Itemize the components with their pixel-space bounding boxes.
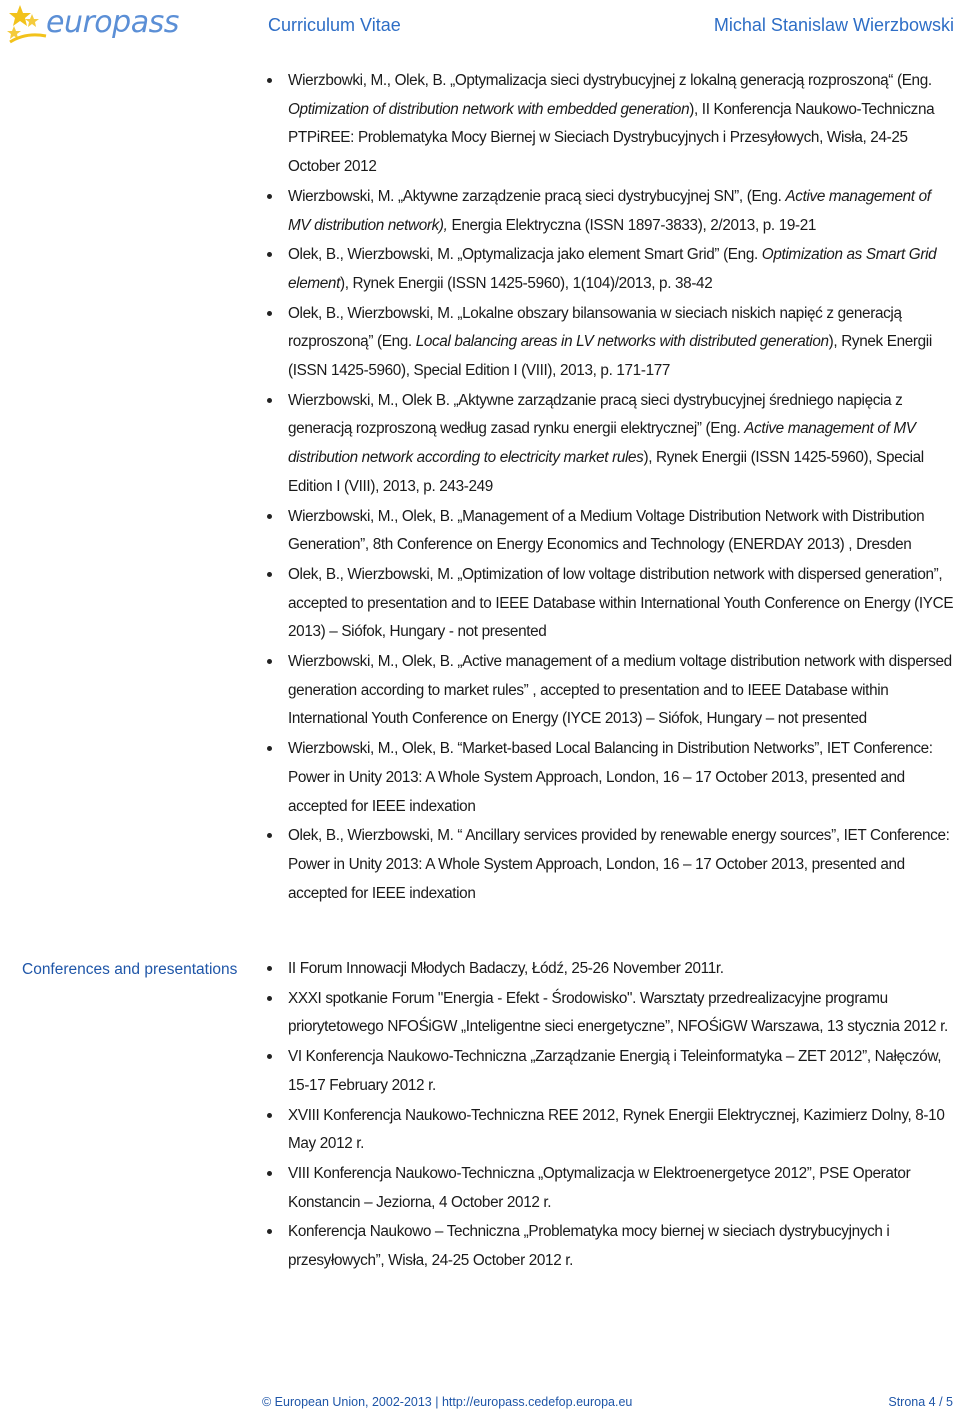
conference-item: XVIII Konferencja Naukowo-Techniczna REE 2012, Rynek Energii Elektrycznej, Kazimierz Dolny, 8-10 May 2012 r. bbox=[288, 1102, 956, 1159]
publication-item bbox=[288, 503, 956, 560]
publication-item bbox=[288, 67, 956, 182]
publication-title-en: Optimization of distribution network with embedded generation bbox=[288, 100, 690, 118]
footer-page-number: Strona 4 / 5 bbox=[888, 1395, 953, 1409]
publication-item bbox=[288, 561, 956, 647]
publication-title-en: Active management of MV distribution network), bbox=[288, 187, 931, 234]
publication-item bbox=[288, 648, 956, 734]
publication-text: Energia Elektryczna (ISSN 1897-3833), 2/2013, p. 19-21 bbox=[447, 216, 817, 234]
publication-text: ), Rynek Energii (ISSN 1425-5960), Special Edition I (VIII), 2013, p. 171-177 bbox=[288, 333, 932, 380]
publication-title-en: Active management of MV distribution network according to electricity market rules bbox=[288, 420, 916, 467]
person-name: Michal Stanislaw Wierzbowski bbox=[713, 15, 954, 35]
publication-text: Wierzbowki, M., Olek, B. „Optymalizacja sieci dystrybucyjnej z lokalną generacją rozproszoną“ (Eng. bbox=[288, 72, 932, 89]
publication-title-en: Local balancing areas in LV networks with distributed generation bbox=[415, 333, 829, 351]
publication-item bbox=[288, 822, 956, 908]
conference-item: VIII Konferencja Naukowo-Techniczna „Optymalizacja w Elektroenergetyce 2012”, PSE Operator Konstancin – Jeziorna, 4 October 2012 r. bbox=[288, 1160, 956, 1217]
publication-item bbox=[288, 241, 956, 298]
publication-text: Wierzbowski, M., Olek, B. „Active management of a medium voltage distribution network with dispersed generation according to market rules” , accepted to presentation and to IEEE Database within International Youth Conference on Energy (IYCE 2013) – Siófok, Hungary – not presented bbox=[288, 653, 952, 728]
conference-item: XXXI spotkanie Forum "Energia - Efekt - Środowisko". Warsztaty przedrealizacyjne programu priorytetowego NFOŚiGW „Inteligentne sieci energetyczne”, NFOŚiGW Warszawa, 13 stycznia 2012 r. bbox=[288, 985, 956, 1042]
publication-text: ), Rynek Energii (ISSN 1425-5960), Special Edition I (VIII), 2013, p. 243-249 bbox=[288, 449, 924, 495]
publication-text: ), Rynek Energii (ISSN 1425-5960), 1(104)/2013, p. 38-42 bbox=[339, 274, 713, 292]
conferences-list bbox=[288, 955, 956, 1277]
publications-list bbox=[288, 67, 956, 909]
document-title: Curriculum Vitae bbox=[268, 15, 401, 35]
publication-item bbox=[288, 183, 956, 240]
publication-text: Olek, B., Wierzbowski, M. “ Ancillary services provided by renewable energy sources”, IET Conference: Power in Unity 2013: A Whole System Approach, London, 16 – 17 October 2013, presented and accepted for IEEE indexation bbox=[288, 827, 950, 902]
publication-item bbox=[288, 387, 956, 502]
publication-text: Wierzbowski, M., Olek, B. „Management of a Medium Voltage Distribution Network with Distribution Generation”, 8th Conference on Energy Economics and Technology (ENERDAY 2013) , Dresden bbox=[288, 507, 925, 554]
conference-item: Konferencja Naukowo – Techniczna „Problematyka mocy biernej w sieciach dystrybucyjnych i przesyłowych”, Wisła, 24-25 October 2012 r. bbox=[288, 1218, 956, 1275]
publication-text: Wierzbowski, M. „Aktywne zarządzenie pracą sieci dystrybucyjnej SN”, (Eng. bbox=[288, 187, 786, 205]
publication-title-en: Optimization as Smart Grid element bbox=[288, 246, 937, 292]
conference-item: II Forum Innowacji Młodych Badaczy, Łódź, 25-26 November 2011r. bbox=[288, 955, 956, 984]
footer-copyright: © European Union, 2002-2013 | http://europass.cedefop.europa.eu bbox=[262, 1395, 633, 1409]
publication-item bbox=[288, 300, 956, 386]
publication-text: Wierzbowski, M., Olek, B. “Market-based Local Balancing in Distribution Networks”, IET Conference: Power in Unity 2013: A Whole System Approach, London, 16 – 17 October 2013, presented and accepted for IEEE indexation bbox=[288, 740, 933, 815]
publication-text: Wierzbowski, M., Olek B. „Aktywne zarządzanie pracą sieci dystrybucyjnej średniego napięcia z generacją rozproszoną według zasad rynku energii elektrycznej” (Eng. bbox=[288, 391, 903, 438]
publication-text: Olek, B., Wierzbowski, M. „Lokalne obszary bilansowania w sieciach niskich napięć z generacją rozproszoną” (Eng. bbox=[288, 304, 902, 351]
conference-item: VI Konferencja Naukowo-Techniczna „Zarządzanie Energią i Teleinformatyka – ZET 2012”, Nałęczów, 15-17 February 2012 r. bbox=[288, 1043, 956, 1100]
publication-text: Olek, B., Wierzbowski, M. „Optimization of low voltage distribution network with dispersed generation”, accepted to presentation and to IEEE Database within International Youth Conference on Energy (IYCE 2013) – Siófok, Hungary - not presented bbox=[288, 565, 954, 641]
publication-item bbox=[288, 735, 956, 821]
publication-text: Olek, B., Wierzbowski, M. „Optymalizacja jako element Smart Grid” (Eng. bbox=[288, 246, 762, 264]
conferences-label: Conferences and presentations bbox=[22, 961, 238, 978]
logo-text: europass bbox=[46, 5, 179, 40]
publication-text: ), II Konferencja Naukowo-Techniczna PTPiREE: Problematyka Mocy Biernej w Sieciach Dystrybucyjnych i Przesyłowych, Wisła, 24-25 October 2012 bbox=[288, 100, 935, 176]
europass-logo bbox=[6, 2, 179, 46]
